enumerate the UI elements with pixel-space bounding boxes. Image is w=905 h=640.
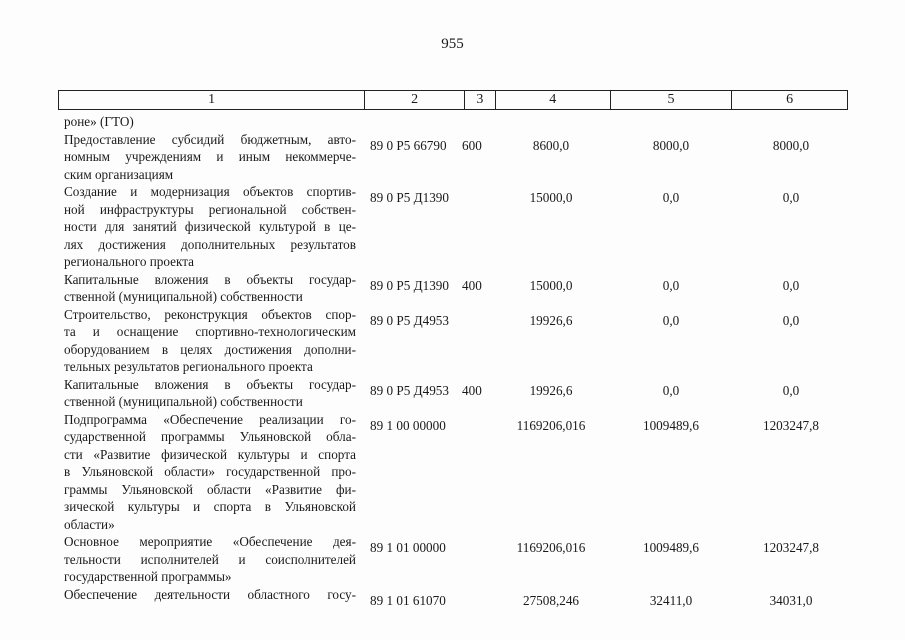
row-value-2020: 32411,0 <box>649 592 693 608</box>
row-value-2020: 0,0 <box>662 382 680 398</box>
row-value-2020 <box>610 113 732 131</box>
row-type <box>462 533 492 586</box>
row-name-line: лях достижения дополнительных результатов <box>64 236 356 252</box>
row-name <box>64 271 356 306</box>
row-code: 89 0 Р5 Д1390 <box>370 277 449 293</box>
row-name-line: государственной программы» <box>64 569 232 584</box>
row-type <box>462 113 492 131</box>
row-name-line: ским организациям <box>64 166 174 182</box>
table-row <box>64 131 854 184</box>
row-code: 89 0 Р5 66790 <box>370 137 447 153</box>
row-value-2021: 1203247,8 <box>762 540 820 555</box>
row-value-2020: 0,0 <box>662 190 680 205</box>
row-name <box>64 306 356 376</box>
row-value-2020: 1009489,6 <box>642 540 700 555</box>
row-value-2020: 8000,0 <box>652 137 690 153</box>
row-value-2019: 8600,0 <box>532 137 570 153</box>
table-row <box>64 376 854 411</box>
row-name-line: ности для занятий физической культурой в це- <box>64 219 356 234</box>
row-type: 400 <box>462 382 482 398</box>
page-number: 955 <box>441 36 464 52</box>
table-row <box>64 586 854 610</box>
row-code: 89 0 Р5 Д4953 <box>370 312 449 328</box>
row-name-line: та и оснащение спортивно-технологическим <box>64 324 356 339</box>
row-name <box>64 533 356 586</box>
row-type <box>462 306 492 376</box>
row-value-2019 <box>492 113 610 131</box>
table-row <box>64 411 854 534</box>
row-name-line: сударственной программы Ульяновской обла- <box>64 429 356 444</box>
row-name-line: Подпрограмма «Обеспечение реализации го- <box>64 411 356 427</box>
row-name-line: ственной (муниципальной) собственности <box>64 289 303 304</box>
row-code: 89 0 Р5 Д1390 <box>370 190 449 205</box>
header-col-2: 2 <box>364 91 464 109</box>
row-code: 89 1 00 00000 <box>370 417 446 433</box>
row-code <box>356 113 462 131</box>
row-name-line: Обеспечение деятельности областного госу- <box>64 586 356 602</box>
row-code: 89 1 01 61070 <box>370 592 446 608</box>
row-name-line: Капитальные вложения в объекты государ- <box>64 376 356 392</box>
row-name <box>64 183 356 271</box>
header-col-6: 6 <box>731 91 847 109</box>
row-value-2019: 19926,6 <box>529 312 573 328</box>
row-value-2021: 0,0 <box>782 382 800 398</box>
table-header <box>58 90 848 110</box>
row-name-line: сти «Развитие физической культуры и спорта <box>64 446 356 462</box>
table-row <box>64 306 854 376</box>
row-name-line: Капитальные вложения в объекты государ- <box>64 271 356 287</box>
header-col-1: 1 <box>208 92 216 107</box>
row-name-line: зической культуры и спорта в Ульяновской <box>64 499 356 514</box>
row-name-line: в Ульяновской области» государственной про- <box>64 464 356 479</box>
row-value-2019: 1169206,016 <box>516 417 586 433</box>
row-name-line: Создание и модернизация объектов спортив- <box>64 184 356 199</box>
row-name-line: номным учреждениям и иным некоммерче- <box>64 149 356 164</box>
row-name <box>64 586 356 610</box>
row-value-2020: 0,0 <box>662 277 680 293</box>
row-value-2021 <box>732 113 850 131</box>
row-value-2021: 0,0 <box>782 277 800 293</box>
row-value-2020: 0,0 <box>662 312 680 328</box>
row-value-2019: 1169206,016 <box>516 540 586 555</box>
table-row <box>64 113 854 131</box>
row-value-2019: 27508,246 <box>522 592 580 608</box>
row-name-line: ной инфраструктуры региональной собствен- <box>64 201 356 217</box>
row-type: 600 <box>462 137 482 153</box>
header-col-4: 4 <box>495 91 610 109</box>
row-name-line: регионального проекта <box>64 254 195 269</box>
header-col-3: 3 <box>464 91 495 109</box>
row-name-line: граммы Ульяновской области «Развитие фи- <box>64 481 356 497</box>
row-value-2021: 1203247,8 <box>762 417 820 433</box>
row-value-2021: 8000,0 <box>772 137 810 153</box>
table-body <box>64 113 854 609</box>
row-code: 89 1 01 00000 <box>370 540 446 555</box>
row-name-line: оборудованием в целях достижения дополни- <box>64 341 356 357</box>
row-name <box>64 131 356 184</box>
table-row <box>64 271 854 306</box>
row-value-2021: 0,0 <box>782 190 800 205</box>
row-name <box>64 411 356 534</box>
row-name <box>64 113 356 131</box>
row-name-line: области» <box>64 516 115 532</box>
row-value-2019: 15000,0 <box>529 190 573 205</box>
row-value-2019: 15000,0 <box>529 277 573 293</box>
row-name-line: Основное мероприятие «Обеспечение дея- <box>64 534 356 549</box>
row-name-line: роне» (ГТО) <box>64 114 134 129</box>
row-name-line: Предоставление субсидий бюджетным, авто- <box>64 131 356 147</box>
row-name-line: тельных результатов регионального проекта <box>64 359 313 374</box>
row-name-line: Строительство, реконструкция объектов спор- <box>64 306 356 322</box>
row-type <box>462 183 492 271</box>
row-name-line: тельности исполнителей и соисполнителей <box>64 551 356 567</box>
row-value-2019: 19926,6 <box>529 382 573 398</box>
row-name <box>64 376 356 411</box>
row-type <box>462 411 492 534</box>
row-value-2020: 1009489,6 <box>642 417 700 433</box>
row-code: 89 0 Р5 Д4953 <box>370 382 449 398</box>
row-name-line: ственной (муниципальной) собственности <box>64 394 303 409</box>
header-col-5: 5 <box>610 91 732 109</box>
table-row <box>64 533 854 586</box>
row-value-2021: 0,0 <box>782 312 800 328</box>
table-row <box>64 183 854 271</box>
row-value-2021: 34031,0 <box>769 592 813 608</box>
row-type <box>462 586 492 610</box>
row-type: 400 <box>462 277 482 293</box>
